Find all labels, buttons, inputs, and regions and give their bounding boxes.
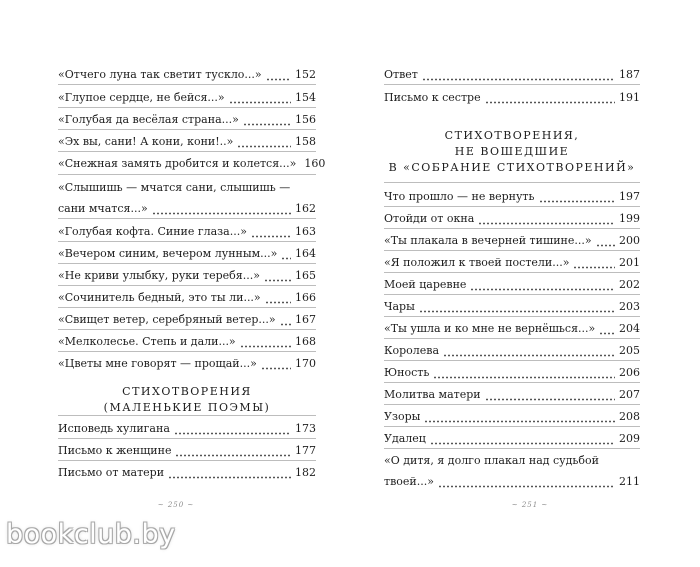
toc-entry	[384, 278, 640, 291]
leader-dots	[478, 215, 615, 225]
entry-title: «О дитя, я долго плакал над судьбой	[384, 454, 599, 467]
toc-entry	[58, 91, 316, 104]
toc-entry	[58, 135, 316, 148]
entry-page: 173	[295, 422, 316, 435]
divider	[384, 206, 640, 207]
left-page	[0, 0, 350, 500]
right-page	[350, 0, 700, 500]
toc-entry	[384, 432, 640, 445]
entry-page: 165	[295, 269, 316, 282]
toc-entry	[384, 256, 640, 269]
entry-title: «Слышишь — мчатся сани, слышишь —	[58, 181, 291, 194]
entry-page: 204	[619, 322, 640, 335]
entry-title: «Глупое сердце, не бейся...»	[58, 91, 225, 104]
folio-number: 251	[521, 501, 539, 509]
toc-entry	[58, 157, 326, 170]
entry-title: «Ты ушла и ко мне не вернёшься...»	[384, 322, 596, 335]
entry-title: Узоры	[384, 410, 421, 423]
divider	[58, 263, 316, 264]
entry-page: 162	[295, 202, 316, 215]
leader-dots	[240, 338, 291, 348]
entry-title: «Голубая кофта. Синие глаза...»	[58, 225, 247, 238]
entry-title: Ответ	[384, 68, 418, 81]
toc-entry	[58, 422, 316, 435]
entry-page: 187	[619, 68, 640, 81]
toc-entry	[58, 225, 316, 238]
toc-entry	[384, 91, 640, 104]
divider	[384, 294, 640, 295]
leader-dots	[266, 71, 291, 81]
entry-page: 199	[619, 212, 640, 225]
section-heading-line: В «СОБРАНИЕ СТИХОТВОРЕНИЙ»	[388, 161, 636, 174]
divider	[58, 415, 316, 416]
divider	[384, 360, 640, 361]
entry-title-continued: сани мчатся...»	[58, 202, 148, 215]
entry-title: «Ты плакала в вечерней тишине...»	[384, 234, 592, 247]
divider	[384, 84, 640, 85]
toc-entry	[58, 247, 316, 260]
divider	[58, 307, 316, 308]
entry-title: Письмо к женщине	[58, 444, 172, 457]
divider	[384, 250, 640, 251]
entry-page: 201	[619, 256, 640, 269]
leader-dots	[438, 478, 615, 488]
toc-entry	[384, 344, 640, 357]
entry-page: 191	[619, 91, 640, 104]
divider	[58, 174, 316, 175]
entry-page: 200	[619, 234, 640, 247]
divider	[58, 84, 316, 85]
leader-dots	[419, 303, 615, 313]
divider	[384, 404, 640, 405]
leader-dots	[443, 347, 615, 357]
section-heading-line: (МАЛЕНЬКИЕ ПОЭМЫ)	[103, 401, 271, 414]
entry-title: «Сочинитель бедный, это ты ли...»	[58, 291, 261, 304]
leader-dots	[229, 94, 291, 104]
divider	[58, 129, 316, 130]
divider	[384, 272, 640, 273]
leader-dots	[174, 425, 291, 435]
toc-entry	[58, 113, 316, 126]
page-number-right: ~ 251 ~	[511, 501, 549, 509]
divider	[58, 329, 316, 330]
toc-entry	[384, 366, 640, 379]
entry-title: «Голубая да весёлая страна...»	[58, 113, 239, 126]
entry-page: 209	[619, 432, 640, 445]
leader-dots	[573, 259, 615, 269]
divider	[384, 228, 640, 229]
section-heading-line: НЕ ВОШЕДШИЕ	[454, 145, 570, 158]
entry-page: 164	[295, 247, 316, 260]
entry-title: «Отчего луна так светит тускло...»	[58, 68, 262, 81]
entry-page: 167	[295, 313, 316, 326]
leader-dots	[281, 250, 291, 260]
toc-entry	[58, 357, 316, 370]
entry-title: Королева	[384, 344, 440, 357]
entry-title: Чары	[384, 300, 415, 313]
section-heading	[58, 385, 316, 414]
entry-page: 197	[619, 190, 640, 203]
entry-title: «Мелколесье. Степь и дали...»	[58, 335, 236, 348]
leader-dots	[424, 413, 615, 423]
entry-title: Молитва матери	[384, 388, 481, 401]
toc-entry	[58, 335, 316, 348]
entry-page: 206	[619, 366, 640, 379]
divider	[384, 448, 640, 449]
leader-dots	[599, 325, 615, 335]
divider	[384, 426, 640, 427]
entry-title: Отойди от окна	[384, 212, 475, 225]
leader-dots	[539, 193, 616, 203]
leader-dots	[175, 447, 291, 457]
toc-entry	[58, 181, 316, 215]
entry-page: 166	[295, 291, 316, 304]
toc-entry	[384, 454, 640, 488]
leader-dots	[485, 94, 615, 104]
divider	[58, 438, 316, 439]
leader-dots	[251, 228, 291, 238]
entry-title: Письмо к сестре	[384, 91, 481, 104]
section-heading-line: СТИХОТВОРЕНИЯ,	[444, 129, 580, 142]
toc-entry	[384, 300, 640, 313]
divider	[384, 182, 640, 183]
entry-page: 163	[295, 225, 316, 238]
site-watermark: bookclub.by	[6, 519, 176, 550]
leader-dots	[243, 116, 291, 126]
toc-entry	[58, 466, 316, 479]
entry-page: 168	[295, 335, 316, 348]
divider	[384, 382, 640, 383]
entry-page: 203	[619, 300, 640, 313]
toc-entry	[58, 444, 316, 457]
entry-page: 182	[295, 466, 316, 479]
toc-entry	[384, 322, 640, 335]
divider	[58, 241, 316, 242]
leader-dots	[265, 294, 291, 304]
divider	[58, 460, 316, 461]
leader-dots	[422, 71, 615, 81]
entry-title: «Не криви улыбку, руки теребя...»	[58, 269, 260, 282]
divider	[58, 151, 316, 152]
leader-dots	[596, 237, 615, 247]
section-heading	[384, 129, 640, 174]
entry-page: 202	[619, 278, 640, 291]
entry-title: Удалец	[384, 432, 426, 445]
leader-dots	[168, 469, 291, 479]
entry-page: 152	[295, 68, 316, 81]
divider	[58, 351, 316, 352]
entry-page: 158	[295, 135, 316, 148]
entry-title: «Вечером синим, вечером лунным...»	[58, 247, 278, 260]
entry-title: «Эх вы, сани! А кони, кони!..»	[58, 135, 234, 148]
toc-entry	[384, 410, 640, 423]
leader-dots	[264, 272, 291, 282]
toc-entry	[384, 190, 640, 203]
entry-page: 208	[619, 410, 640, 423]
toc-entry	[384, 68, 640, 81]
leader-dots	[433, 369, 615, 379]
page-number-left: ~ 250 ~	[157, 501, 195, 509]
toc-entry	[58, 269, 316, 282]
toc-entry	[58, 68, 316, 81]
entry-page: 160	[304, 157, 326, 170]
entry-title: «Снежная замять дробится и колется...»	[58, 157, 297, 170]
leader-dots	[470, 281, 615, 291]
leader-dots	[237, 138, 291, 148]
leader-dots	[280, 316, 291, 326]
toc-entry	[58, 291, 316, 304]
toc-entry	[384, 212, 640, 225]
folio-number: 250	[167, 501, 185, 509]
section-heading-line: СТИХОТВОРЕНИЯ	[122, 385, 252, 398]
divider	[384, 316, 640, 317]
entry-title: Исповедь хулигана	[58, 422, 170, 435]
divider	[58, 107, 316, 108]
entry-page: 205	[619, 344, 640, 357]
entry-page: 207	[619, 388, 640, 401]
entry-title: «Цветы мне говорят — прощай...»	[58, 357, 257, 370]
entry-page: 211	[619, 475, 640, 488]
entry-title: «Свищет ветер, серебряный ветер...»	[58, 313, 276, 326]
entry-page: 156	[295, 113, 316, 126]
leader-dots	[152, 205, 291, 215]
toc-entry	[384, 234, 640, 247]
divider	[58, 285, 316, 286]
entry-page: 177	[295, 444, 316, 457]
divider	[58, 218, 316, 219]
toc-entry	[384, 388, 640, 401]
toc-entry	[58, 313, 316, 326]
entry-title-continued: твоей...»	[384, 475, 434, 488]
entry-title: Моей царевне	[384, 278, 467, 291]
entry-title: Юность	[384, 366, 430, 379]
entry-page: 170	[295, 357, 316, 370]
entry-title: Что прошло — не вернуть	[384, 190, 535, 203]
entry-title: Письмо от матери	[58, 466, 165, 479]
leader-dots	[485, 391, 615, 401]
leader-dots	[430, 435, 615, 445]
leader-dots	[261, 360, 291, 370]
divider	[384, 338, 640, 339]
entry-title: «Я положил к твоей постели...»	[384, 256, 570, 269]
entry-page: 154	[295, 91, 316, 104]
